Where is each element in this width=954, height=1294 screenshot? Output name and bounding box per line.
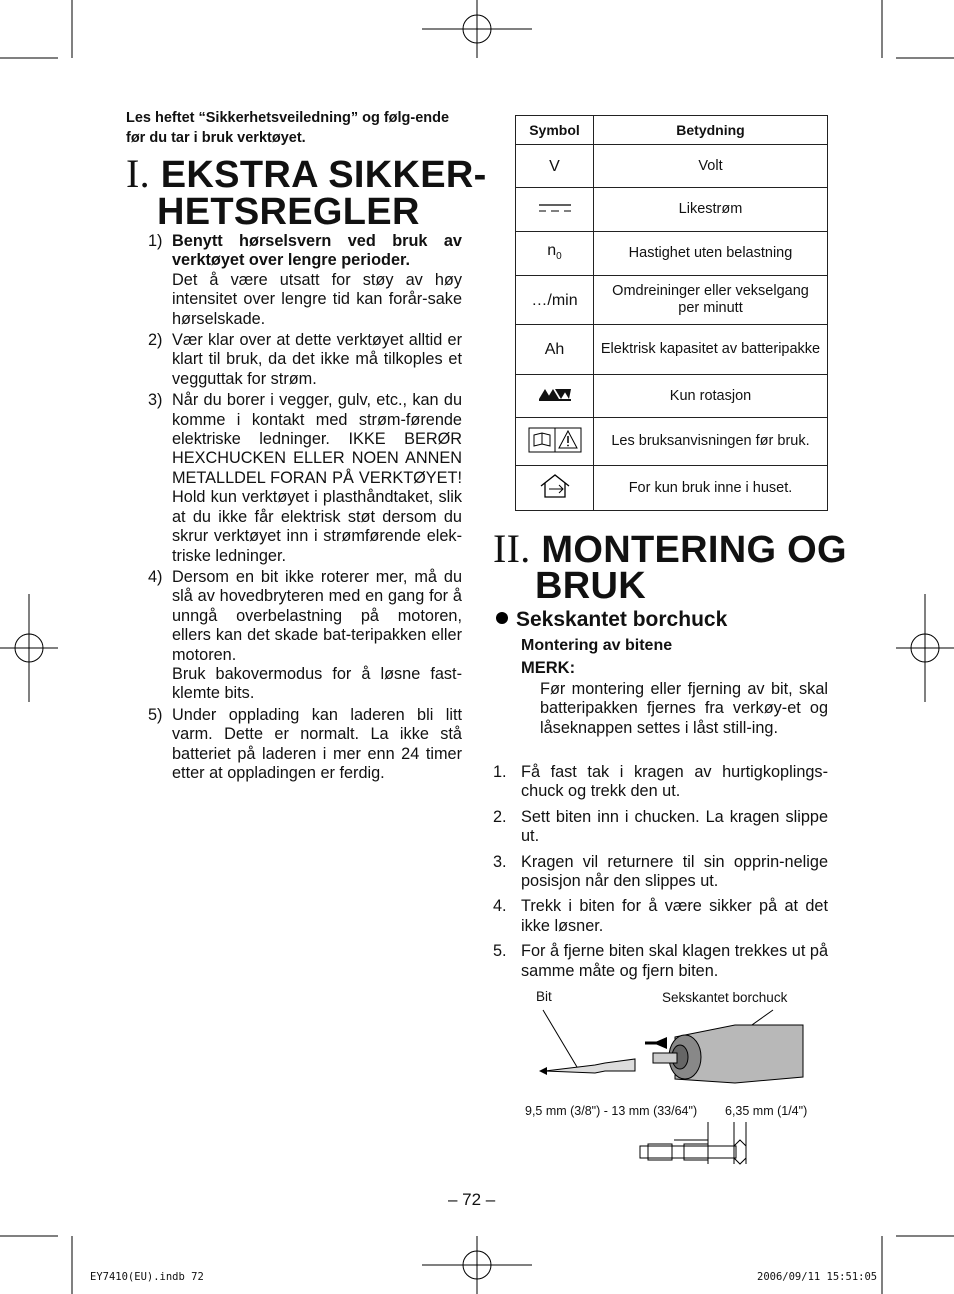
sub-heading: Montering av bitene [521, 637, 673, 654]
table-row: Likestrøm [516, 188, 828, 232]
table-row: V Volt [516, 145, 828, 188]
bit-dimension-diagram [630, 1118, 760, 1170]
table-row: Ah Elektrisk kapasitet av batteripakke [516, 325, 828, 375]
intro-text: Les heftet “Sikkerhetsveiledning” og følg-ende før du tar i bruk verktøyet. [126, 110, 450, 146]
section-2-title-line2: BRUK [535, 565, 646, 607]
header-symbol: Symbol [516, 116, 594, 145]
table-header-row [516, 116, 828, 145]
section-1-title-line2: HETSREGLER [157, 191, 420, 233]
read-manual-warning-icon [528, 427, 582, 453]
safety-rules-list [126, 232, 462, 785]
list-item: 3) Når du borer i vegger, gulv, etc., kan du komme i kontakt med strøm-førende elektriske ledninger. IKKE BERØR HEXCHUCKEN ELLER NOEN ANNEN METALLDEL FORAN PÅ VERKTØYET! Hold kun verktøyet i plasthåndtaket, slik at du ikke får elektrisk støt dersom du skrur verktøyet inn i strømførende elek-triske ledninger. [148, 391, 462, 565]
section-1-title [126, 151, 487, 196]
section-2-numeral: II. [493, 526, 531, 571]
section-2-title-line1: MONTERING OG [541, 529, 847, 571]
list-item: 4. Trekk i biten for å være sikker på at det ikke løsner. [493, 897, 828, 935]
table-row: …/min Omdreininger eller vekselgang per minutt [516, 276, 828, 325]
label-length: 9,5 mm (3/8") - 13 mm (33/64") [525, 1104, 698, 1118]
list-item: 2. Sett biten inn i chucken. La kragen slippe ut. [493, 807, 828, 846]
label-bit: Bit [536, 989, 552, 1004]
indoor-use-icon [537, 472, 573, 500]
list-item: 4) Dersom en bit ikke roterer mer, må du slå av hovedbryteren med en gang for å unngå overbelastning på motoren, ellers kan det skade bat-teripakken eller motoren. Bruk bakovermodus for å løsne fast-klemte bits. [148, 567, 462, 703]
bullet-icon [496, 612, 508, 624]
section-2-title [493, 526, 847, 571]
label-width: 6,35 mm (1/4") [725, 1104, 808, 1118]
symbol-table [515, 115, 828, 511]
list-item: 1. Få fast tak i kragen av hurtigkoplings-chuck og trekk den ut. [493, 763, 828, 801]
page-number: – 72 – [448, 1190, 496, 1209]
section-1-numeral: I. [126, 151, 150, 196]
table-row: For kun bruk inne i huset. [516, 466, 828, 511]
section-1-title-line1: EKSTRA SIKKER- [160, 154, 487, 196]
bullet-heading: Sekskantet borchuck [496, 608, 727, 632]
note-text: Før montering eller fjerning av bit, skal batteripakken fjernes fra verkøy-et og låseknappen settes i låst still-ing. [540, 680, 828, 737]
drill-illustration [535, 1005, 810, 1095]
label-chuck: Sekskantet borchuck [662, 990, 788, 1005]
list-item: 1) Benytt hørselsvern ved bruk av verktøyet over lengre perioder. Det å være utsatt for støy av høy intensitet over lengre tid kan forår-sake hørselskade. [148, 232, 462, 328]
footer-left: EY7410(EU).indb 72 [90, 1271, 204, 1283]
list-item: 5. For å fjerne biten skal klagen trekkes ut på samme måte og fjern biten. [493, 942, 828, 980]
table-row: $n_0$ Hastighet uten belastning [516, 232, 828, 276]
rotation-only-icon [537, 386, 573, 402]
mounting-steps-list [493, 763, 828, 987]
footer-right: 2006/09/11 15:51:05 [757, 1271, 878, 1283]
note-label: MERK: [521, 659, 576, 677]
dc-current-icon [537, 201, 573, 215]
table-row: Les bruksanvisningen før bruk. [516, 418, 828, 466]
list-item: 2) Vær klar over at dette verktøyet alltid er klart til bruk, da det ikke må tilkoples et vegguttak for strøm. [148, 331, 462, 388]
list-item: 3. Kragen vil returnere til sin opprin-nelige posisjon når den slippes ut. [493, 852, 828, 891]
table-row: Kun rotasjon [516, 375, 828, 418]
header-meaning: Betydning [594, 116, 828, 145]
list-item: 5) Under opplading kan laderen bli litt varm. Dette er normalt. La ikke stå batteriet på laderen i mer enn 24 timer etter at oppladingen er ferdig. [148, 705, 462, 782]
